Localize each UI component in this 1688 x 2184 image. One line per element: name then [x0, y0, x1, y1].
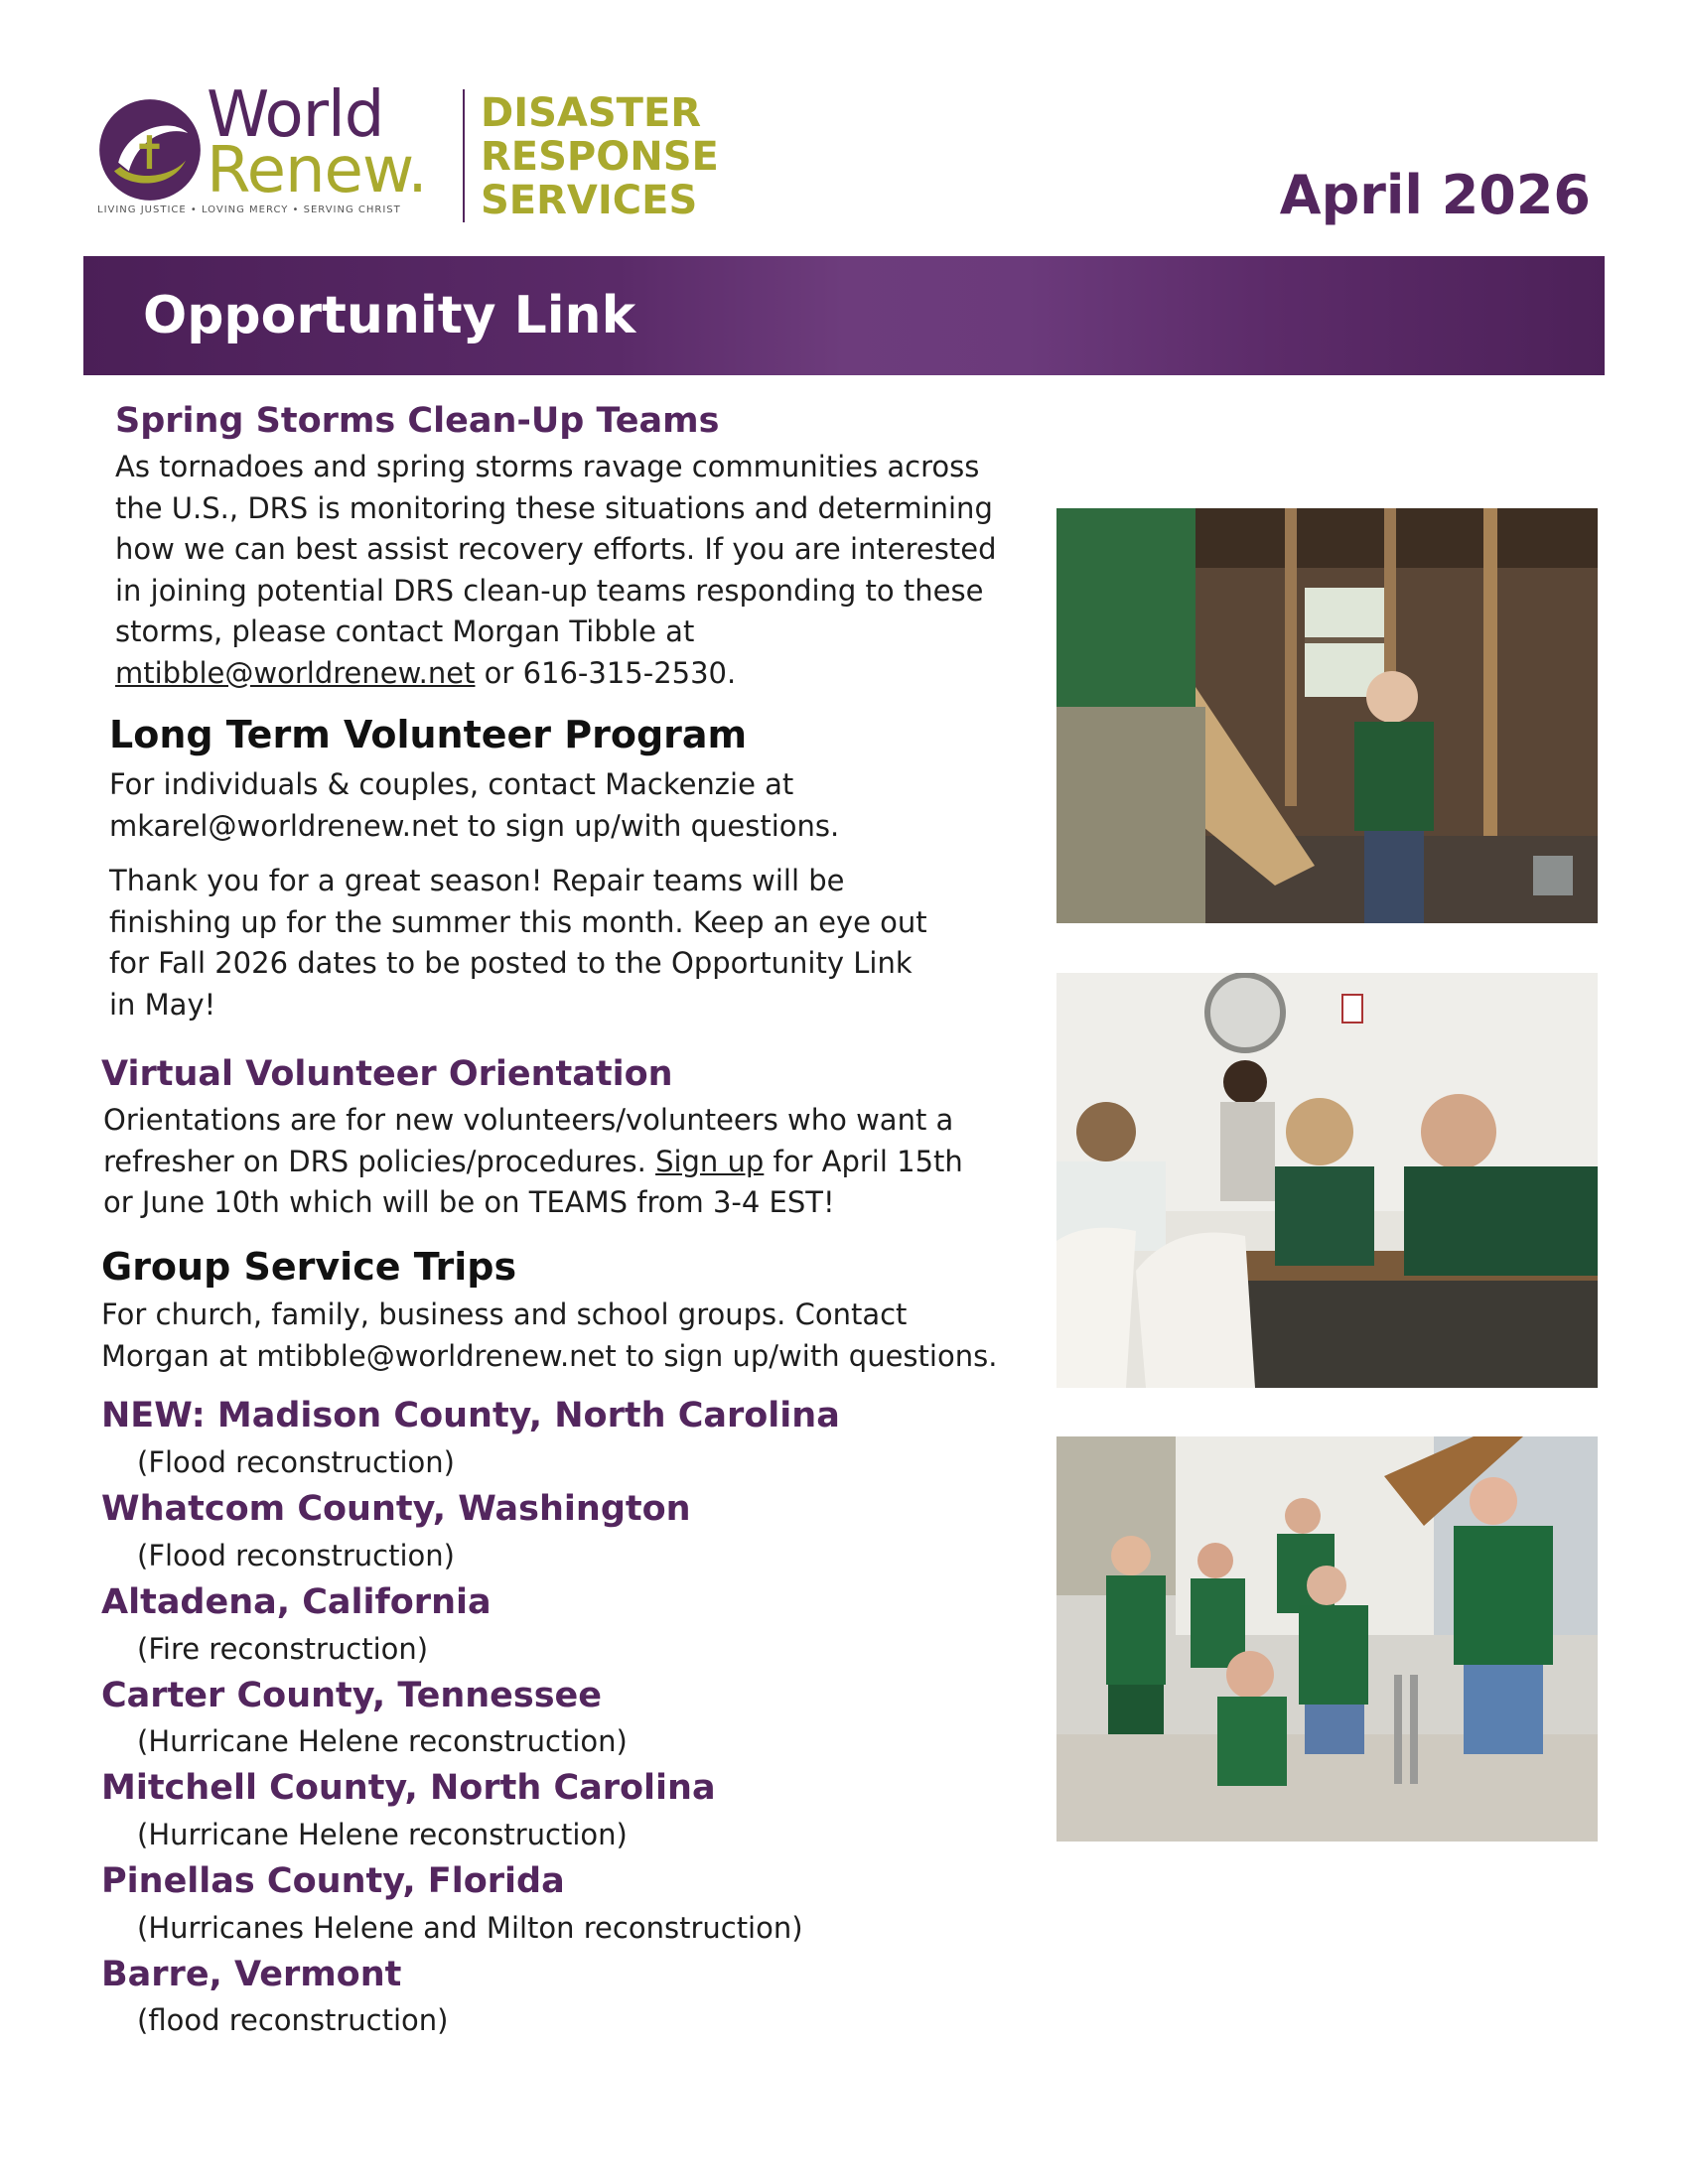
orientation-line-3: or June 10th which will be on TEAMS from 3-4 EST! [103, 1185, 835, 1219]
logo-word-renew: Renew. [207, 134, 427, 207]
ltv-heading: Long Term Volunteer Program [109, 713, 748, 756]
spring-line-6 [115, 653, 1049, 695]
location-name: Carter County, Tennessee [101, 1676, 603, 1715]
orientation-line-2 [103, 1142, 1047, 1183]
location-type: (Hurricanes Helene and Milton reconstruction) [137, 1911, 803, 1945]
drs-wordmark [481, 91, 719, 222]
spring-heading: Spring Storms Clean-Up Teams [115, 401, 720, 441]
logo-divider [463, 89, 465, 222]
group-paragraph [101, 1295, 1055, 1377]
ltv-p2-line-1: Thank you for a great season! Repair teams will be [109, 864, 845, 897]
ltv-p2-line-4: in May! [109, 987, 216, 1022]
ltv-line-2: mkarel@worldrenew.net to sign up/with questions. [109, 808, 840, 843]
drs-line-2: RESPONSE [481, 134, 719, 180]
banner-title: Opportunity Link [143, 286, 636, 345]
orientation-heading: Virtual Volunteer Orientation [101, 1054, 673, 1094]
spring-line-2: the U.S., DRS is monitoring these situations and determining [115, 490, 993, 525]
issue-date: April 2026 [1279, 164, 1591, 226]
spring-line-5: storms, please contact Morgan Tibble at [115, 614, 695, 648]
orientation-line-2-post: for April 15th [764, 1144, 963, 1178]
drs-line-3: SERVICES [481, 178, 698, 223]
ltv-paragraph [109, 764, 1043, 847]
location-type: (Hurricane Helene reconstruction) [137, 1818, 628, 1851]
spring-line-3: how we can best assist recovery efforts. If you are interested [115, 532, 997, 566]
location-name: Altadena, California [101, 1582, 492, 1622]
logo-word-world: World [207, 78, 384, 152]
ltv-p2-line-3: for Fall 2026 dates to be posted to the Opportunity Link [109, 946, 913, 980]
spring-paragraph [115, 447, 1049, 694]
location-type: (Flood reconstruction) [137, 1445, 455, 1479]
title-banner [83, 256, 1605, 375]
group-heading: Group Service Trips [101, 1245, 517, 1289]
drs-line-1: DISASTER [481, 90, 702, 136]
location-type: (Flood reconstruction) [137, 1539, 455, 1572]
ltv-paragraph-2 [109, 861, 1043, 1025]
location-name: Barre, Vermont [101, 1955, 402, 1994]
location-type: (Fire reconstruction) [137, 1632, 429, 1666]
group-line-1: For church, family, business and school groups. Contact [101, 1297, 908, 1331]
world-renew-logo [97, 78, 753, 228]
spring-email-link[interactable]: mtibble@worldrenew.net [115, 655, 476, 690]
spring-phone: or 616-315-2530. [475, 655, 737, 690]
orientation-line-1: Orientations are for new volunteers/volunteers who want a [103, 1103, 954, 1137]
ltv-line-1: For individuals & couples, contact Mackenzie at [109, 767, 794, 801]
world-renew-emblem-icon [97, 97, 203, 203]
spring-line-4: in joining potential DRS clean-up teams responding to these [115, 573, 984, 608]
logo-tagline: LIVING JUSTICE • LOVING MERCY • SERVING CHRIST [97, 205, 401, 215]
orientation-line-2-pre: refresher on DRS policies/procedures. [103, 1144, 656, 1178]
location-name: NEW: Madison County, North Carolina [101, 1396, 840, 1435]
location-type: (Hurricane Helene reconstruction) [137, 1724, 628, 1758]
location-name: Pinellas County, Florida [101, 1861, 565, 1901]
location-name: Mitchell County, North Carolina [101, 1768, 716, 1808]
photo-volunteer-team [1056, 1436, 1598, 1842]
group-line-2: Morgan at mtibble@worldrenew.net to sign up/with questions. [101, 1338, 998, 1373]
photo-orientation-meeting [1056, 973, 1598, 1388]
spring-line-1: As tornadoes and spring storms ravage communities across [115, 450, 980, 483]
orientation-paragraph [103, 1100, 1047, 1224]
sign-up-link[interactable]: Sign up [655, 1144, 765, 1178]
photo-demolition-work [1056, 508, 1598, 923]
location-name: Whatcom County, Washington [101, 1489, 691, 1529]
ltv-p2-line-2: finishing up for the summer this month. Keep an eye out [109, 904, 927, 939]
location-type: (flood reconstruction) [137, 2003, 449, 2037]
